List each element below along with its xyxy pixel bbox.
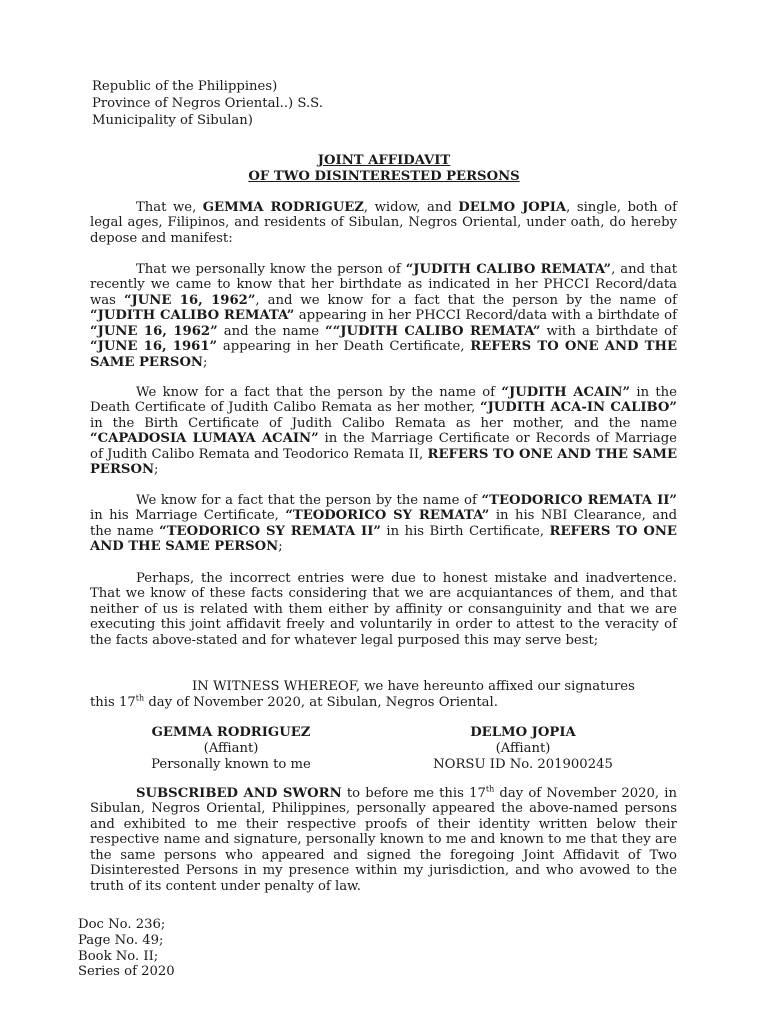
document-title [0,153,768,185]
paragraph-judith-acain: We know for a fact that the person by the name of “JUDITH ACAIN” in the Death Certificate of Judith Calibo Remata as her mother, “JUDITH ACA-IN CALIBO” in the Birth Certificate of Judith Calibo Remata as her mother, and the name “CAPADOSIA LUMAYA ACAIN” in the Marriage Certificate or Records of Marriage of Judith Calibo Remata and Teodorico Remata II, REFERS TO ONE AND THE SAME PERSON; [90,385,677,478]
title-line-1: JOINT AFFIDAVIT [317,153,451,168]
signature-block-right [408,725,638,773]
affiant-id: NORSU ID No. 201900245 [433,757,613,772]
venue-block [92,78,323,129]
page-number: Page No. 49; [78,932,164,948]
paragraph-jurat: SUBSCRIBED AND SWORN to before me this 17th day of November 2020, in Sibulan, Negros Oriental, Philippines, personally appeared the above-named persons and exhibited to me their respective proofs of their identity written below their respective name and signature, personally known to me and known to me that they are the same persons who appeared and signed the foregoing Joint Affidavit of Two Disinterested Persons in my presence within my jurisdiction, and who avowed to the truth of its content under penalty of law. [90,784,677,894]
venue-line: Province of Negros Oriental..) S.S. [92,96,323,111]
witness-line: IN WITNESS WHEREOF, we have hereunto affixed our signatures [192,679,635,694]
witness-date-line: this 17th day of November 2020, at Sibulan, Negros Oriental. [90,693,498,710]
venue-line: Republic of the Philippines) [92,79,278,94]
notarial-register [78,917,175,980]
paragraph-judith-remata: That we personally know the person of “JUDITH CALIBO REMATA”, and that recently we came to know that her birthdate as indicated in her PHCCI Record/data was “JUNE 16, 1962”, and we know for a fact that the person by the name of “JUDITH CALIBO REMATA” appearing in her PHCCI Record/data with a birthdate of “JUNE 16, 1962” and the name ““JUDITH CALIBO REMATA” with a birthdate of “JUNE 16, 1961” appearing in her Death Certificate, REFERS TO ONE AND THE SAME PERSON; [90,262,678,370]
doc-number: Doc No. 236; [78,917,166,932]
witness-clause [90,679,677,710]
title-line-2: OF TWO DISINTERESTED PERSONS [248,169,520,184]
paragraph-teodorico: We know for a fact that the person by the name of “TEODORICO REMATA II” in his Marriage Certificate, “TEODORICO SY REMATA” in his NBI Clearance, and the name “TEODORICO SY REMATA II” in his Birth Certificate, REFERS TO ONE AND THE SAME PERSON; [90,493,678,555]
affiant-name: DELMO JOPIA [470,725,576,740]
affiant-role: (Affiant) [495,741,551,756]
affiant-role: (Affiant) [203,741,259,756]
venue-line: Municipality of Sibulan) [92,113,253,128]
affiant-name: GEMMA RODRIGUEZ [151,725,311,740]
signature-block-left [126,725,336,773]
affiant-id: Personally known to me [151,757,311,772]
series-year: Series of 2020 [78,964,175,980]
paragraph-inadvertence: Perhaps, the incorrect entries were due to honest mistake and inadvertence. That we know of these facts considering that we are acquiantances of them, and that neither of us is related with them either by affinity or consanguinity and that we are executing this joint affidavit freely and voluntarily in order to attest to the veracity of the facts above-stated and for whatever legal purposed this may serve best; [90,571,677,648]
book-number: Book No. II; [78,948,159,964]
paragraph-declarants: That we, GEMMA RODRIGUEZ, widow, and DELMO JOPIA, single, both of legal ages, Filipinos, and residents of Sibulan, Negros Oriental, under oath, do hereby depose and manifest: [90,200,677,246]
